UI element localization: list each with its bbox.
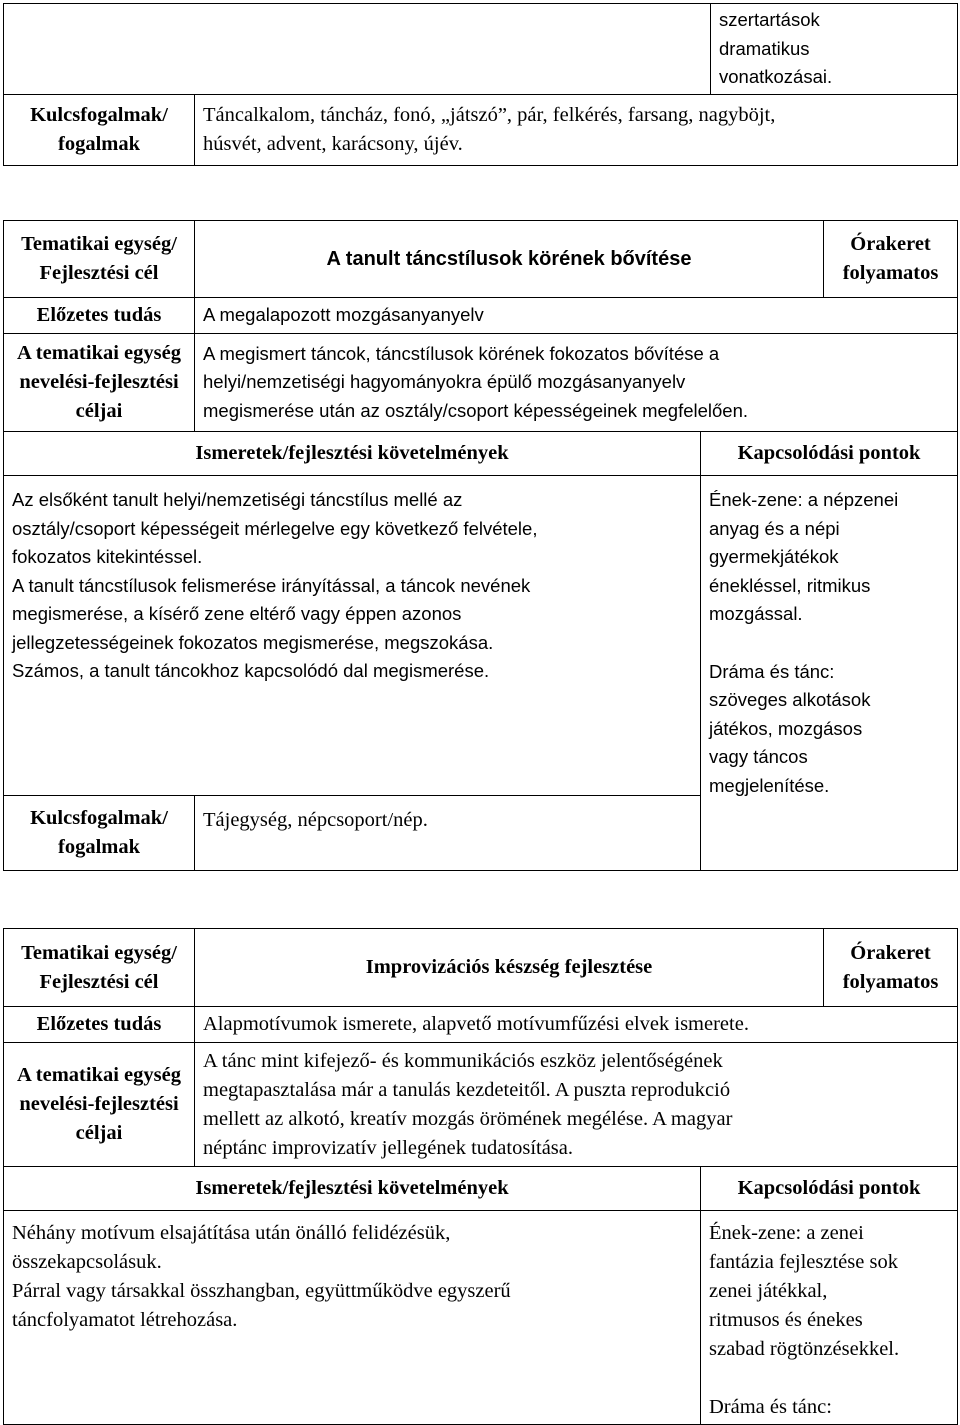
connection-line: gyermekjátékok [709, 546, 839, 567]
requirements-header: Ismeretek/fejlesztési követelmények [4, 432, 701, 476]
thematic-unit-label: Tematikai egység/ Fejlesztési cél [4, 929, 195, 1007]
requirements-header: Ismeretek/fejlesztési követelmények [4, 1167, 701, 1211]
text-line: dramatikus [719, 37, 810, 59]
connection-line: ritmusos és énekes [709, 1309, 863, 1331]
thematic-unit-table-1 [3, 220, 958, 871]
development-goals-label: A tematikai egység nevelési-fejlesztési céljai [4, 334, 195, 432]
connection-line: Ének-zene: a zenei [709, 1222, 864, 1244]
development-goals-label: A tematikai egység nevelési-fejlesztési céljai [4, 1043, 195, 1167]
text-line: szertartások [719, 9, 820, 30]
spacer [709, 629, 949, 658]
prior-knowledge-text: Alapmotívumok ismerete, alapvető motívumfűzési elvek ismerete. [195, 1007, 958, 1043]
requirements-cell [4, 476, 701, 796]
connections-cell [701, 476, 958, 871]
requirement-line: megismerése, a kísérő zene eltérő vagy éppen azonos [12, 603, 462, 624]
key-concepts-label: Kulcsfogalmak/ fogalmak [4, 796, 195, 871]
prior-knowledge-label: Előzetes tudás [4, 1007, 195, 1043]
thematic-unit-title: Improvizációs készség fejlesztése [195, 929, 824, 1007]
connection-line: anyag és a népi [709, 517, 840, 539]
thematic-unit-label: Tematikai egység/ Fejlesztési cél [4, 221, 195, 298]
requirement-line: A tanult táncstílusok felismerése irányítással, a táncok nevének [12, 574, 531, 596]
requirement-line: fokozatos kitekintéssel. [12, 546, 203, 567]
development-goals-text: A tánc mint kifejező- és kommunikációs eszköz jelentőségének megtapasztalása már a tanulás kezdeteitől. A puszta reprodukció mellett az alkotó, kreatív mozgás örömének megélése. A magyar néptánc improvizatív jellegének tudatosítása. [195, 1043, 958, 1167]
prior-knowledge-label: Előzetes tudás [4, 298, 195, 334]
requirement-line: Az elsőként tanult helyi/nemzetiségi táncstílus mellé az [12, 489, 463, 510]
key-concepts-label: Kulcsfogalmak/ fogalmak [4, 94, 195, 165]
connection-line: fantázia fejlesztése sok [709, 1251, 898, 1273]
spacer [709, 1364, 949, 1393]
connection-line: vagy táncos [709, 746, 808, 767]
time-frame-cell: Órakeret folyamatos [824, 221, 958, 298]
connection-line: szöveges alkotások [709, 689, 871, 710]
key-concepts-text: Táncalkalom, táncház, fonó, „játszó”, pár, felkérés, farsang, nagyböjt, húsvét, advent, karácsony, újév. [195, 94, 958, 165]
connection-line: Ének-zene: a népzenei [709, 489, 899, 510]
prior-knowledge-text: A megalapozott mozgásanyanyelv [195, 298, 958, 334]
requirement-line: Párral vagy társakkal összhangban, együttműködve egyszerű [12, 1280, 511, 1302]
connection-line: zenei játékkal, [709, 1280, 828, 1302]
text-line: vonatkozásai. [719, 66, 833, 87]
empty-cell [4, 4, 711, 95]
requirement-line: Számos, a tanult táncokhoz kapcsolódó dal megismerése. [12, 660, 490, 681]
requirement-line: összekapcsolásuk. [12, 1251, 162, 1273]
requirement-line: osztály/csoport képességeit mérlegelve egy következő felvétele, [12, 517, 538, 539]
requirement-line: Néhány motívum elsajátítása után önálló felidézésük, [12, 1222, 451, 1244]
connection-line: énekléssel, ritmikus [709, 574, 871, 596]
connections-cell [701, 1211, 958, 1425]
connections-header: Kapcsolódási pontok [701, 432, 958, 476]
connection-line: Dráma és tánc: [709, 1396, 832, 1418]
connection-line: Dráma és tánc: [709, 660, 835, 682]
development-goals-text: A megismert táncok, táncstílusok körének fokozatos bővítése a helyi/nemzetiségi hagyományokra épülő mozgásanyanyelv megismerése után az osztály/csoport képességeinek megfelelően. [195, 334, 958, 432]
thematic-unit-table-2 [3, 928, 958, 1425]
time-frame-cell: Órakeret folyamatos [824, 929, 958, 1007]
connection-line: megjelenítése. [709, 774, 830, 796]
requirements-cell [4, 1211, 701, 1425]
connection-line: szabad rögtönzésekkel. [709, 1338, 900, 1360]
connections-header: Kapcsolódási pontok [701, 1167, 958, 1211]
previous-connection-cell [711, 4, 958, 95]
requirement-line: jellegzetességeinek fokozatos megismerése, megszokása. [12, 631, 494, 653]
key-concepts-text: Tájegység, népcsoport/nép. [195, 796, 701, 871]
requirement-line: táncfolyamatot létrehozása. [12, 1309, 238, 1331]
connection-line: játékos, mozgásos [709, 717, 863, 739]
connection-line: mozgással. [709, 603, 803, 624]
previous-section-table [3, 3, 958, 166]
thematic-unit-title: A tanult táncstílusok körének bővítése [195, 221, 824, 298]
